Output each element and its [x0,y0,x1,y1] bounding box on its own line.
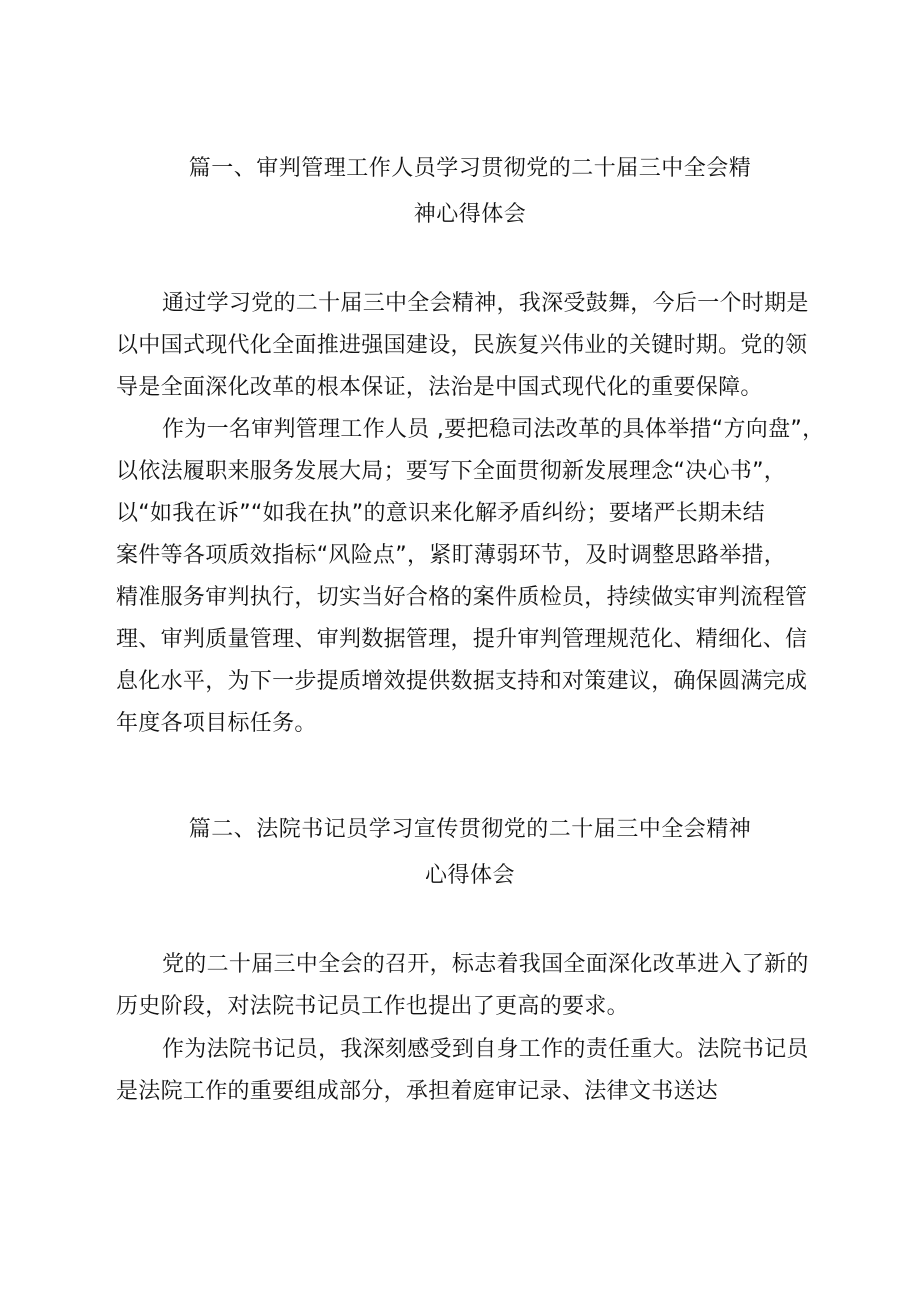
paragraph-line: 党的二十届三中全会的召开，标志着我国全面深化改革进入了新的 [162,952,809,977]
section-2-paragraph-2 [116,1029,832,1113]
section-1-title-line: 篇一、审判管理工作人员学习贯彻党的二十届三中全会精 [188,156,752,181]
section-1-paragraph-1 [116,283,832,409]
paragraph-line: 作为法院书记员，我深刻感受到自身工作的责任重大。法院书记员 [162,1037,809,1062]
paragraph-line: 息化水平，为下一步提质增效提供数据支持和对策建议，确保圆满完成 [116,669,808,694]
section-2-title-line: 篇二、法院书记员学习宣传贯彻党的二十届三中全会精神 [188,817,752,842]
section-2-title-line: 心得体会 [424,863,515,888]
paragraph-line: 以依法履职来服务发展大局；要写下全面贯彻新发展理念“决心书”， [116,459,787,484]
paragraph-line: 通过学习党的二十届三中全会精神，我深受鼓舞，今后一个时期是 [162,291,809,316]
section-2-title [110,807,830,899]
section-1-title-line: 神心得体会 [413,202,527,227]
paragraph-line: 精准服务审判执行，切实当好合格的案件质检员，持续做实审判流程管 [116,585,808,610]
paragraph-line: 以“如我在诉”“如我在执”的意识来化解矛盾纠纷；要堵严长期未结 [116,501,765,526]
paragraph-line: 年度各项目标任务。 [116,711,317,736]
paragraph-line: 是法院工作的重要组成部分，承担着庭审记录、法律文书送达 [116,1079,719,1104]
paragraph-line: 以中国式现代化全面推进强国建设，民族复兴伟业的关键时期。党的领 [116,333,808,358]
paragraph-line: 理、审判质量管理、审判数据管理，提升审判管理规范化、精细化、信 [116,627,808,652]
section-1-paragraph-2 [116,409,832,745]
paragraph-line: 历史阶段，对法院书记员工作也提出了更高的要求。 [116,994,629,1019]
paragraph-line: 案件等各项质效指标“风险点”，紧盯薄弱环节，及时调整思路举措， [116,543,787,568]
paragraph-line: 作为一名审判管理工作人员 ,要把稳司法改革的具体举措“方向盘”， [162,417,825,442]
paragraph-line: 导是全面深化改革的根本保证，法治是中国式现代化的重要保障。 [116,375,763,400]
section-2-paragraph-1 [116,944,832,1028]
section-1-title [110,146,830,238]
